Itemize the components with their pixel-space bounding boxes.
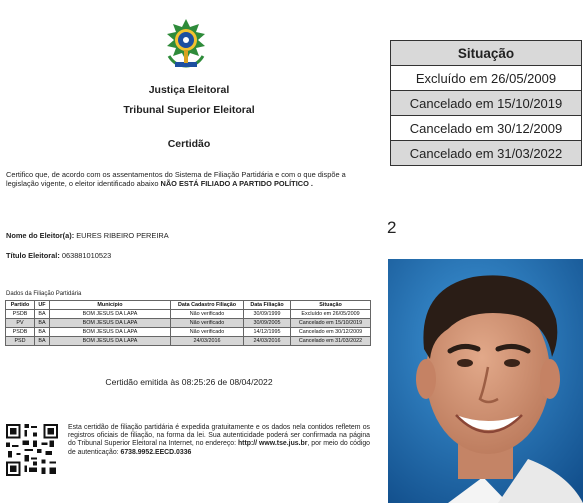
table-row	[6, 337, 371, 346]
col-affiliation-date: Data Filiação	[244, 301, 291, 310]
voter-id: 063881010523	[61, 251, 112, 260]
table-header-row	[6, 301, 371, 310]
cell-party: PSDB	[6, 310, 35, 319]
cell-party: PSD	[6, 337, 35, 346]
col-party: Partido	[6, 301, 35, 310]
cell-affiliation-date: 14/12/1995	[244, 328, 291, 337]
cell-uf: BA	[35, 328, 50, 337]
status-zoom-cell: Excluído em 26/05/2009	[391, 66, 582, 91]
table-row	[391, 141, 582, 166]
cell-affiliation-date: 30/09/2005	[244, 319, 291, 328]
status-zoom-table	[390, 40, 582, 166]
cell-party: PSDB	[6, 328, 35, 337]
table-row	[6, 328, 371, 337]
intro-paragraph: Certifico que, de acordo com os assentamentos do Sistema de Filiação Partidária e com o que dispõe a legislação vigente, o eleitor identificado abaixo NÃO ESTÁ FILIADO A PARTIDO POLÍTICO .	[6, 170, 346, 188]
issued-timestamp: Certidão emitida às 08:25:26 de 08/04/2022	[105, 377, 273, 387]
status-zoom-cell: Cancelado em 30/12/2009	[391, 116, 582, 141]
cell-uf: BA	[35, 319, 50, 328]
panel-number: 2	[387, 218, 397, 237]
cell-uf: BA	[35, 337, 50, 346]
cell-registration-date: Não verificado	[171, 328, 244, 337]
document-title: Certidão	[167, 138, 211, 150]
cell-party: PV	[6, 319, 35, 328]
tse-url: http:// www.tse.jus.br	[237, 440, 308, 448]
table-row	[6, 310, 371, 319]
col-municipality: Município	[50, 301, 171, 310]
coat-of-arms-icon	[163, 18, 209, 70]
voter-name: EURES RIBEIRO PEREIRA	[76, 231, 169, 240]
cell-registration-date: 24/03/2016	[171, 337, 244, 346]
status-zoom-cell: Cancelado em 31/03/2022	[391, 141, 582, 166]
status-zoom-header-row	[391, 41, 582, 66]
portrait-photo	[388, 259, 583, 503]
table-caption: Dados da Filiação Partidária	[6, 291, 82, 297]
not-affiliated-statement: NÃO ESTÁ FILIADO A PARTIDO POLÍTICO .	[160, 179, 313, 188]
voter-id-field: Título Eleitoral: 063881010523	[6, 251, 112, 260]
cell-registration-date: Não verificado	[171, 319, 244, 328]
cell-status: Cancelado em 15/10/2019	[291, 319, 371, 328]
authentication-code: 6738.9952.EECD.0336	[120, 448, 192, 456]
header-subtitle: Tribunal Superior Eleitoral	[123, 104, 255, 116]
qr-code-icon	[6, 424, 58, 476]
cell-municipality: BOM JESUS DA LAPA	[50, 319, 171, 328]
col-uf: UF	[35, 301, 50, 310]
status-zoom-header: Situação	[391, 41, 582, 66]
col-status: Situação	[291, 301, 371, 310]
cell-uf: BA	[35, 310, 50, 319]
table-row	[391, 66, 582, 91]
cell-affiliation-date: 30/09/1999	[244, 310, 291, 319]
cell-municipality: BOM JESUS DA LAPA	[50, 310, 171, 319]
table-row	[391, 116, 582, 141]
status-zoom-cell: Cancelado em 15/10/2019	[391, 91, 582, 116]
cell-municipality: BOM JESUS DA LAPA	[50, 328, 171, 337]
cell-registration-date: Não verificado	[171, 310, 244, 319]
cell-status: Cancelado em 30/12/2009	[291, 328, 371, 337]
header-title: Justiça Eleitoral	[148, 84, 230, 96]
cell-municipality: BOM JESUS DA LAPA	[50, 337, 171, 346]
cell-affiliation-date: 24/03/2016	[244, 337, 291, 346]
table-row	[6, 319, 371, 328]
table-row	[391, 91, 582, 116]
voter-name-field: Nome do Eleitor(a): EURES RIBEIRO PEREIRA	[6, 231, 169, 240]
footer-disclaimer: Esta certidão de filiação partidária é expedida gratuitamente e os dados nela contidos refletem os registros oficiais de filiação, na forma da lei. Sua autenticidade poderá ser confirmada na página do Tribunal Superior Eleitoral na Internet, no endereço: http:// www.tse.jus.br, por meio do código de autenticação: 6738.9952.EECD.0336	[68, 424, 370, 456]
cell-status: Cancelado em 31/03/2022	[291, 337, 371, 346]
cell-status: Excluído em 26/05/2009	[291, 310, 371, 319]
col-registration-date: Data Cadastro Filiação	[171, 301, 244, 310]
affiliation-table	[5, 300, 371, 346]
